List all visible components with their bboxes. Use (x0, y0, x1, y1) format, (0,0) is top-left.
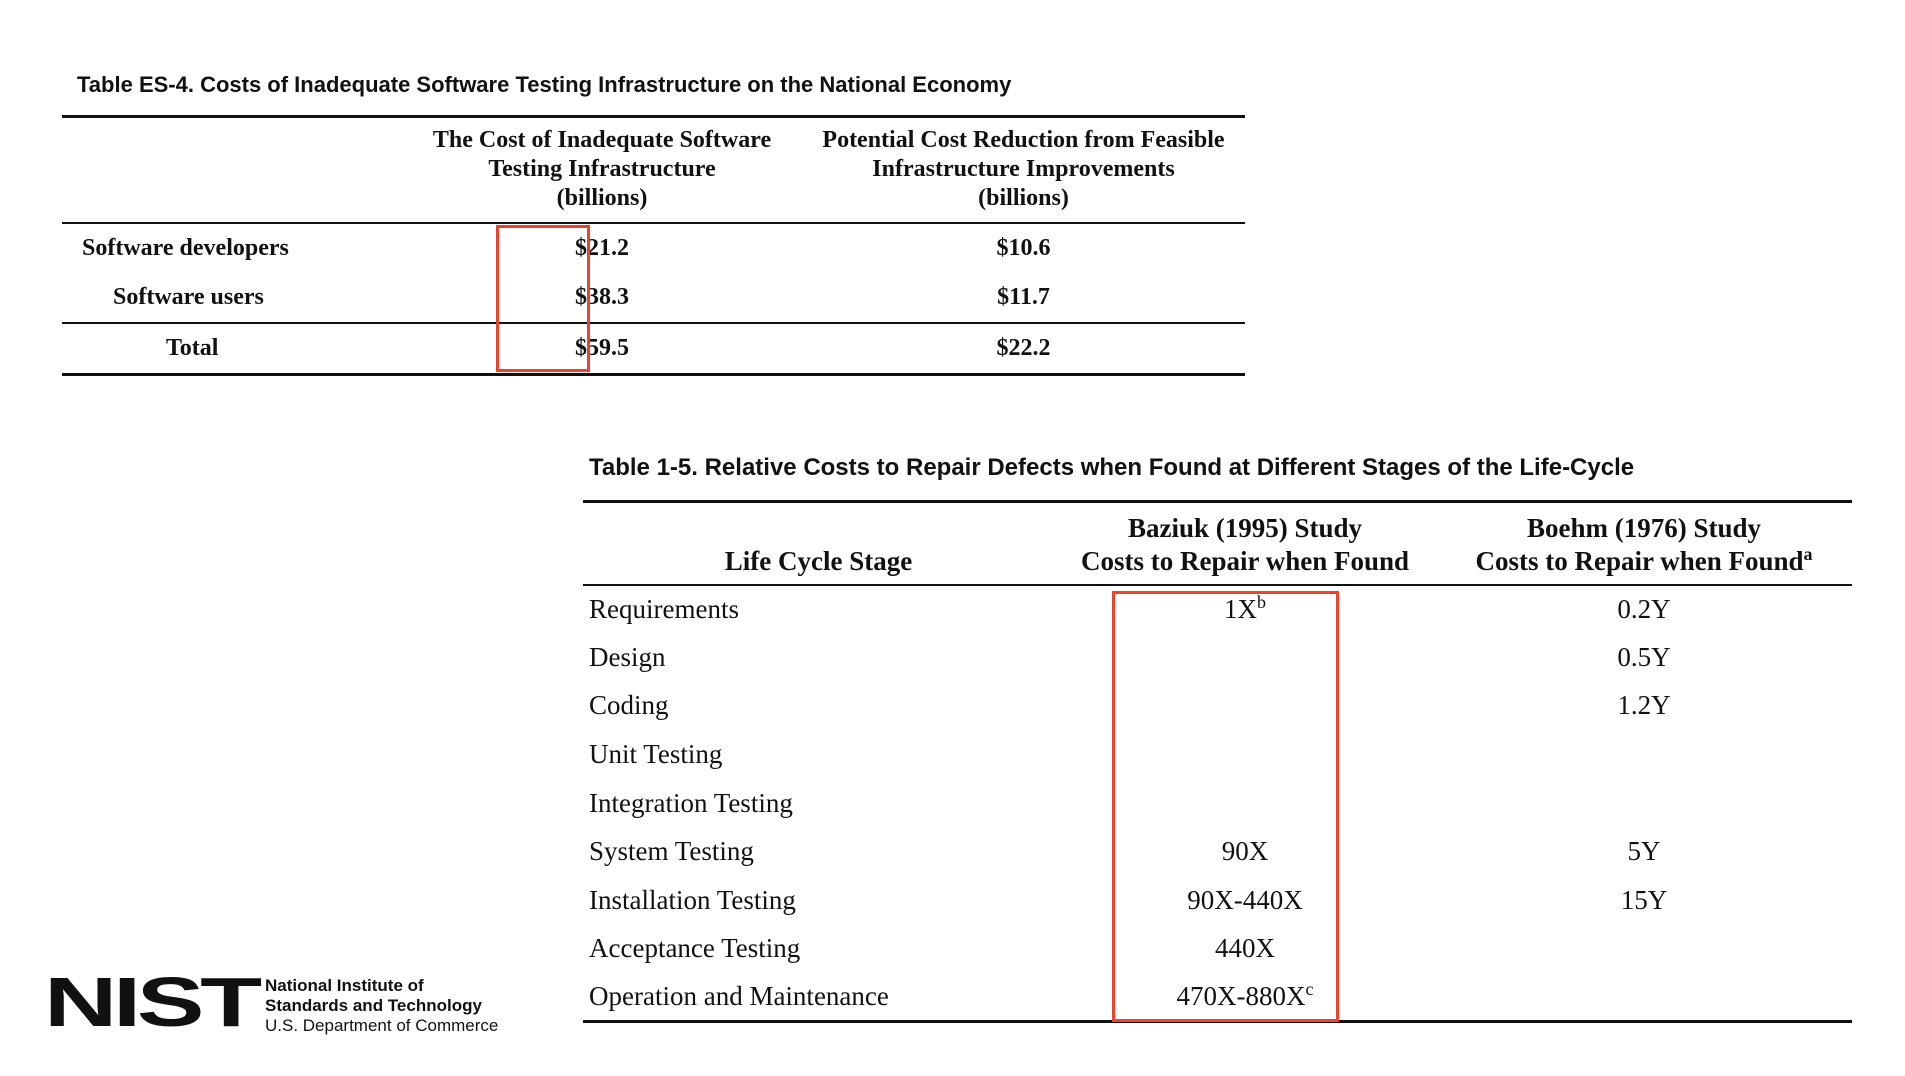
footnote-marker: b (1257, 591, 1266, 612)
cell-boehm: 1.2Y (1617, 690, 1671, 721)
row-reduction: $22.2 (802, 323, 1245, 375)
cell-boehm (1436, 925, 1852, 974)
header-reduction-line1: Potential Cost Reduction from Feasible (822, 127, 1225, 154)
header-boehm-line2-wrap (1436, 545, 1852, 578)
cell-boehm (1436, 730, 1852, 779)
table-es4-caption: Table ES-4. Costs of Inadequate Software Testing Infrastructure on the National Economy (77, 72, 1012, 97)
header-reduction (802, 117, 1245, 223)
row-reduction: $10.6 (996, 234, 1051, 261)
highlight-box-baziuk-column (1112, 591, 1339, 1022)
cell-stage: Operation and Maintenance (589, 981, 889, 1012)
cell-stage: Installation Testing (589, 884, 796, 915)
header-cost-line2: Testing Infrastructure (488, 156, 716, 183)
table-row-total (62, 323, 1245, 375)
header-boehm-line1: Boehm (1976) Study (1526, 512, 1762, 543)
table-row (62, 223, 1245, 273)
header-cost-line3: (billions) (556, 185, 648, 212)
table-es4 (62, 115, 1245, 376)
table-row (62, 273, 1245, 323)
row-cost: $21.2 (575, 234, 629, 261)
cell-boehm: 5Y (1627, 836, 1661, 867)
row-label: Software users (113, 283, 264, 310)
table-1-5-caption: Table 1-5. Relative Costs to Repair Defects when Found at Different Stages of the Life-Cycle (589, 454, 1635, 481)
header-boehm-line2: Costs to Repair when Found (1475, 545, 1804, 576)
nist-line2: Standards and Technology (265, 996, 482, 1015)
cell-baziuk-value: 470X-880X (1176, 981, 1306, 1012)
cell-stage: Integration Testing (589, 787, 793, 818)
cell-stage: Requirements (589, 593, 739, 624)
row-label: Software developers (82, 234, 289, 261)
header-boehm (1436, 502, 1852, 585)
cell-baziuk-value: 90X (1221, 836, 1269, 867)
nist-text-block (265, 976, 565, 1036)
cell-boehm: 0.2Y (1617, 593, 1671, 624)
header-baziuk-line1: Baziuk (1995) Study (1127, 512, 1363, 543)
cell-stage: Design (589, 641, 666, 672)
cell-stage: Acceptance Testing (589, 933, 801, 964)
cell-baziuk-value: 90X-440X (1187, 884, 1303, 915)
cell-stage: Coding (589, 690, 669, 721)
header-stage: Life Cycle Stage (583, 502, 1054, 585)
footnote-marker: c (1305, 979, 1314, 1000)
cell-baziuk-value: 1X (1224, 593, 1257, 624)
header-blank (62, 117, 402, 223)
cell-boehm: 0.5Y (1617, 641, 1671, 672)
header-reduction-line2: Infrastructure Improvements (872, 156, 1175, 183)
header-baziuk-line2: Costs to Repair when Found (1080, 545, 1410, 576)
header-cost-line1: The Cost of Inadequate Software (432, 127, 772, 154)
cell-stage: System Testing (589, 836, 754, 867)
table-header-row (62, 117, 1245, 223)
table-header-row (583, 502, 1852, 585)
nist-line1: National Institute of (265, 976, 424, 995)
row-label: Total (62, 323, 402, 375)
cell-boehm: 15Y (1620, 884, 1668, 915)
cell-stage: Unit Testing (589, 739, 723, 770)
header-cost (402, 117, 802, 223)
row-reduction: $11.7 (997, 283, 1050, 310)
row-cost: $59.5 (402, 323, 802, 375)
highlight-box-cost-column (496, 225, 590, 372)
footnote-marker: a (1803, 543, 1813, 564)
row-cost: $38.3 (575, 283, 629, 310)
nist-line3: U.S. Department of Commerce (265, 1016, 499, 1035)
header-reduction-line3: (billions) (978, 185, 1069, 212)
header-baziuk (1054, 502, 1436, 585)
nist-wordmark: NIST (44, 963, 258, 1041)
cell-baziuk-value: 440X (1215, 933, 1275, 964)
cell-boehm (1436, 973, 1852, 1022)
cell-boehm (1436, 779, 1852, 828)
